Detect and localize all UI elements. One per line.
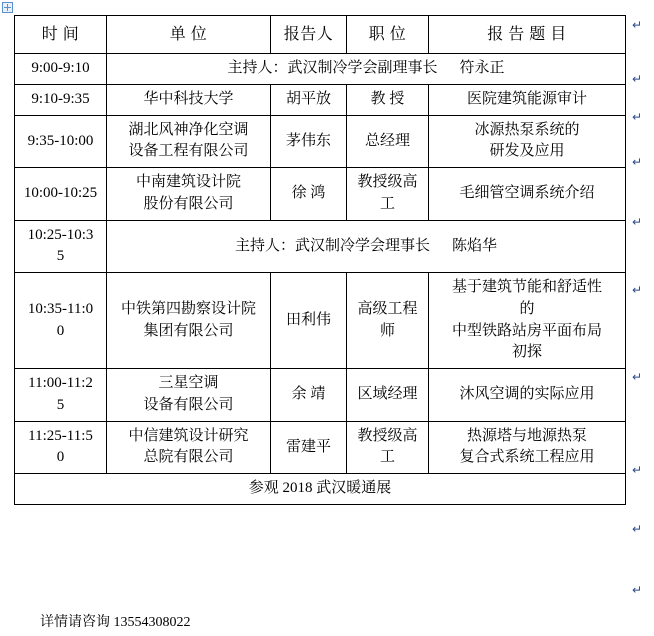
cell-unit: 华中科技大学 bbox=[107, 84, 271, 115]
header-time: 时 间 bbox=[15, 16, 107, 54]
paragraph-mark: ↵ bbox=[632, 583, 643, 597]
paragraph-mark: ↵ bbox=[632, 283, 643, 297]
cell-unit bbox=[107, 115, 271, 168]
schedule-table-container bbox=[14, 15, 625, 505]
cell-position-line2: 工 bbox=[379, 195, 395, 212]
cell-time bbox=[15, 273, 107, 369]
paragraph-mark: ↵ bbox=[632, 215, 643, 229]
cell-topic: 医院建筑能源审计 bbox=[429, 84, 626, 115]
table-row bbox=[15, 115, 626, 168]
table-row bbox=[15, 421, 626, 474]
cell-time-line1: 10:25-10:3 bbox=[27, 226, 94, 243]
cell-position: 区域经理 bbox=[347, 369, 429, 422]
cell-unit bbox=[107, 421, 271, 474]
table-row bbox=[15, 168, 626, 221]
cell-topic: 沐风空调的实际应用 bbox=[429, 369, 626, 422]
cell-time-line1: 11:25-11:5 bbox=[28, 427, 93, 444]
cell-topic bbox=[429, 273, 626, 369]
cell-speaker: 田利伟 bbox=[271, 273, 347, 369]
cell-topic-line3: 中型铁路站房平面布局 bbox=[451, 322, 602, 339]
cell-time: 9:10-9:35 bbox=[15, 84, 107, 115]
cell-speaker: 雷建平 bbox=[271, 421, 347, 474]
paragraph-mark: ↵ bbox=[632, 522, 643, 536]
cell-time: 10:00-10:25 bbox=[15, 168, 107, 221]
paragraph-mark: ↵ bbox=[632, 370, 643, 384]
cell-position: 教 授 bbox=[347, 84, 429, 115]
cell-time-line1: 11:00-11:2 bbox=[28, 375, 93, 392]
schedule-table bbox=[14, 15, 626, 505]
cell-unit bbox=[107, 369, 271, 422]
table-row bbox=[15, 84, 626, 115]
cell-unit-line1: 三星空调 bbox=[158, 375, 219, 392]
cell-time-line2: 5 bbox=[56, 248, 65, 265]
cell-unit-line2: 设备有限公司 bbox=[143, 396, 234, 413]
paragraph-mark: ↵ bbox=[632, 155, 643, 169]
cell-topic-line2: 的 bbox=[519, 300, 535, 317]
table-row bbox=[15, 220, 626, 273]
cell-speaker: 徐 鸿 bbox=[271, 168, 347, 221]
cell-unit-line1: 中信建筑设计研究 bbox=[128, 427, 249, 444]
paragraph-mark: ↵ bbox=[632, 72, 643, 86]
cell-topic-line1: 热源塔与地源热泵 bbox=[466, 427, 587, 444]
cell-topic-line1: 基于建筑节能和舒适性 bbox=[451, 279, 602, 296]
cell-position: 总经理 bbox=[347, 115, 429, 168]
move-handle-icon[interactable] bbox=[2, 2, 13, 13]
cell-time-line2: 0 bbox=[56, 449, 65, 466]
cell-speaker: 余 靖 bbox=[271, 369, 347, 422]
cell-time bbox=[15, 220, 107, 273]
cell-time-line2: 5 bbox=[56, 396, 65, 413]
header-speaker: 报告人 bbox=[271, 16, 347, 54]
header-unit: 单 位 bbox=[107, 16, 271, 54]
cell-unit-line2: 集团有限公司 bbox=[143, 322, 234, 339]
header-topic: 报 告 题 目 bbox=[429, 16, 626, 54]
cell-topic bbox=[429, 421, 626, 474]
cell-position-line2: 师 bbox=[379, 322, 395, 339]
cell-topic-line2: 复合式系统工程应用 bbox=[459, 449, 595, 466]
cell-position bbox=[347, 273, 429, 369]
cell-time-line2: 0 bbox=[56, 322, 65, 339]
paragraph-mark: ↵ bbox=[632, 18, 643, 32]
cell-time-line1: 10:35-11:0 bbox=[27, 300, 94, 317]
host-text: 主持人：武汉制冷学会理事长 bbox=[234, 237, 430, 254]
cell-position-line1: 高级工程 bbox=[357, 300, 418, 317]
cell-speaker: 胡平放 bbox=[271, 84, 347, 115]
cell-time bbox=[15, 369, 107, 422]
cell-unit bbox=[107, 168, 271, 221]
cell-topic-line2: 研发及应用 bbox=[489, 143, 565, 160]
cell-footer-note: 参观 2018 武汉暖通展 bbox=[15, 474, 626, 505]
cell-position-line1: 教授级高 bbox=[357, 427, 418, 444]
contact-note: 详情请咨询 13554308022 bbox=[40, 615, 191, 630]
cell-topic bbox=[429, 115, 626, 168]
table-footer-row bbox=[15, 474, 626, 505]
cell-host bbox=[107, 54, 626, 85]
cell-topic-line1: 冰源热泵系统的 bbox=[474, 121, 580, 138]
cell-unit-line1: 湖北风神净化空调 bbox=[128, 121, 249, 138]
cell-time: 9:35-10:00 bbox=[15, 115, 107, 168]
table-header-row bbox=[15, 16, 626, 54]
cell-time: 9:00-9:10 bbox=[15, 54, 107, 85]
host-text: 主持人：武汉制冷学会副理事长 bbox=[227, 60, 438, 77]
paragraph-mark: ↵ bbox=[632, 110, 643, 124]
cell-speaker: 茅伟东 bbox=[271, 115, 347, 168]
cell-unit-line2: 设备工程有限公司 bbox=[128, 143, 249, 160]
cell-time bbox=[15, 421, 107, 474]
cell-position bbox=[347, 168, 429, 221]
header-position: 职 位 bbox=[347, 16, 429, 54]
cell-topic: 毛细管空调系统介绍 bbox=[429, 168, 626, 221]
cell-host bbox=[107, 220, 626, 273]
cell-unit-line1: 中南建筑设计院 bbox=[135, 174, 241, 191]
paragraph-mark: ↵ bbox=[632, 463, 643, 477]
cell-position bbox=[347, 421, 429, 474]
host-name: 符永正 bbox=[459, 60, 505, 77]
cell-position-line2: 工 bbox=[379, 449, 395, 466]
cell-unit-line2: 总院有限公司 bbox=[143, 449, 234, 466]
table-row bbox=[15, 273, 626, 369]
cell-position-line1: 教授级高 bbox=[357, 174, 418, 191]
cell-topic-line4: 初探 bbox=[511, 344, 542, 361]
host-name: 陈焰华 bbox=[452, 237, 498, 254]
cell-unit bbox=[107, 273, 271, 369]
table-row bbox=[15, 54, 626, 85]
cell-unit-line1: 中铁第四勘察设计院 bbox=[120, 300, 256, 317]
table-row bbox=[15, 369, 626, 422]
cell-unit-line2: 股份有限公司 bbox=[143, 195, 234, 212]
